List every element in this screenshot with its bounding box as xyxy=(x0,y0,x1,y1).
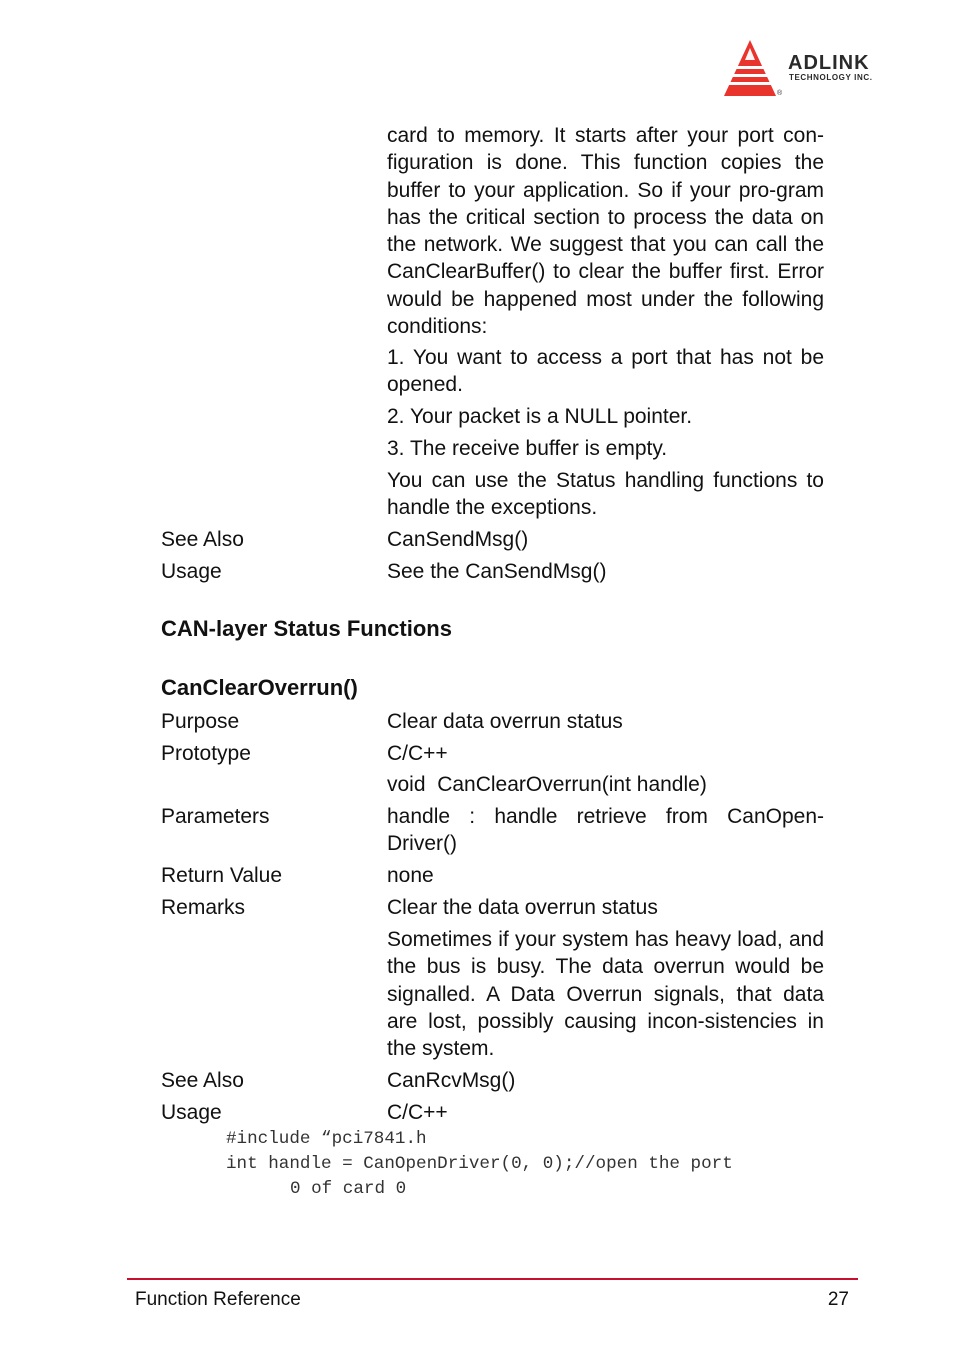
purpose-label: Purpose xyxy=(161,710,240,733)
prototype-signature: void CanClearOverrun(int handle) xyxy=(387,773,707,796)
see-also-value: CanRcvMsg() xyxy=(387,1069,516,1092)
parameters-label: Parameters xyxy=(161,805,270,828)
logo-subtitle: TECHNOLOGY INC. xyxy=(789,73,873,82)
parameters-value: handle : handle retrieve from CanOpen-Driver() xyxy=(387,805,824,856)
code-line: 0 of card 0 xyxy=(290,1179,407,1199)
section-heading: CAN-layer Status Functions xyxy=(161,616,452,641)
function-heading: CanClearOverrun() xyxy=(161,675,358,700)
usage-value: C/C++ xyxy=(387,1101,448,1124)
usage-value: See the CanSendMsg() xyxy=(387,560,607,583)
remarks-paragraph: card to memory. It starts after your port con-figuration is done. This function copies the buffer to your application. So if your pro-gram has the critical section to process the data on the network. We suggest that you can call the CanClearBuffer() to clear the buffer first. Error would be happened most under the following conditions: xyxy=(387,124,824,339)
footer-title: Function Reference xyxy=(135,1289,301,1310)
usage-label: Usage xyxy=(161,560,222,583)
remarks-value: Clear the data overrun status xyxy=(387,896,658,919)
return-value-value: none xyxy=(387,864,434,887)
remarks-label: Remarks xyxy=(161,896,246,919)
see-also-label: See Also xyxy=(161,1069,244,1092)
logo-registered-mark: ® xyxy=(777,90,783,97)
adlink-logo xyxy=(722,38,912,100)
code-line: #include “pci7841.h xyxy=(226,1129,427,1149)
adlink-triangle-icon xyxy=(722,38,782,98)
prototype-label: Prototype xyxy=(161,742,251,765)
return-value-label: Return Value xyxy=(161,864,283,887)
logo-wordmark: ADLINK xyxy=(788,52,870,74)
remarks-detail: Sometimes if your system has heavy load, and the bus is busy. The data overrun would be signalled. A Data Overrun signals, that data are lost, possibly causing incon-sistencies in the system. xyxy=(387,928,824,1061)
condition-item: 3. The receive buffer is empty. xyxy=(387,437,668,460)
see-also-label: See Also xyxy=(161,528,244,551)
code-line: int handle = CanOpenDriver(0, 0);//open the port xyxy=(226,1154,733,1174)
page-number: 27 xyxy=(827,1289,849,1310)
see-also-value: CanSendMsg() xyxy=(387,528,529,551)
purpose-value: Clear data overrun status xyxy=(387,710,623,733)
usage-label: Usage xyxy=(161,1101,222,1124)
condition-item: 2. Your packet is a NULL pointer. xyxy=(387,405,693,428)
condition-item: 1. You want to access a port that has not be opened. xyxy=(387,346,824,397)
footer-rule xyxy=(127,1278,858,1280)
remarks-closing: You can use the Status handling functions to handle the exceptions. xyxy=(387,469,824,520)
prototype-language: C/C++ xyxy=(387,742,448,765)
